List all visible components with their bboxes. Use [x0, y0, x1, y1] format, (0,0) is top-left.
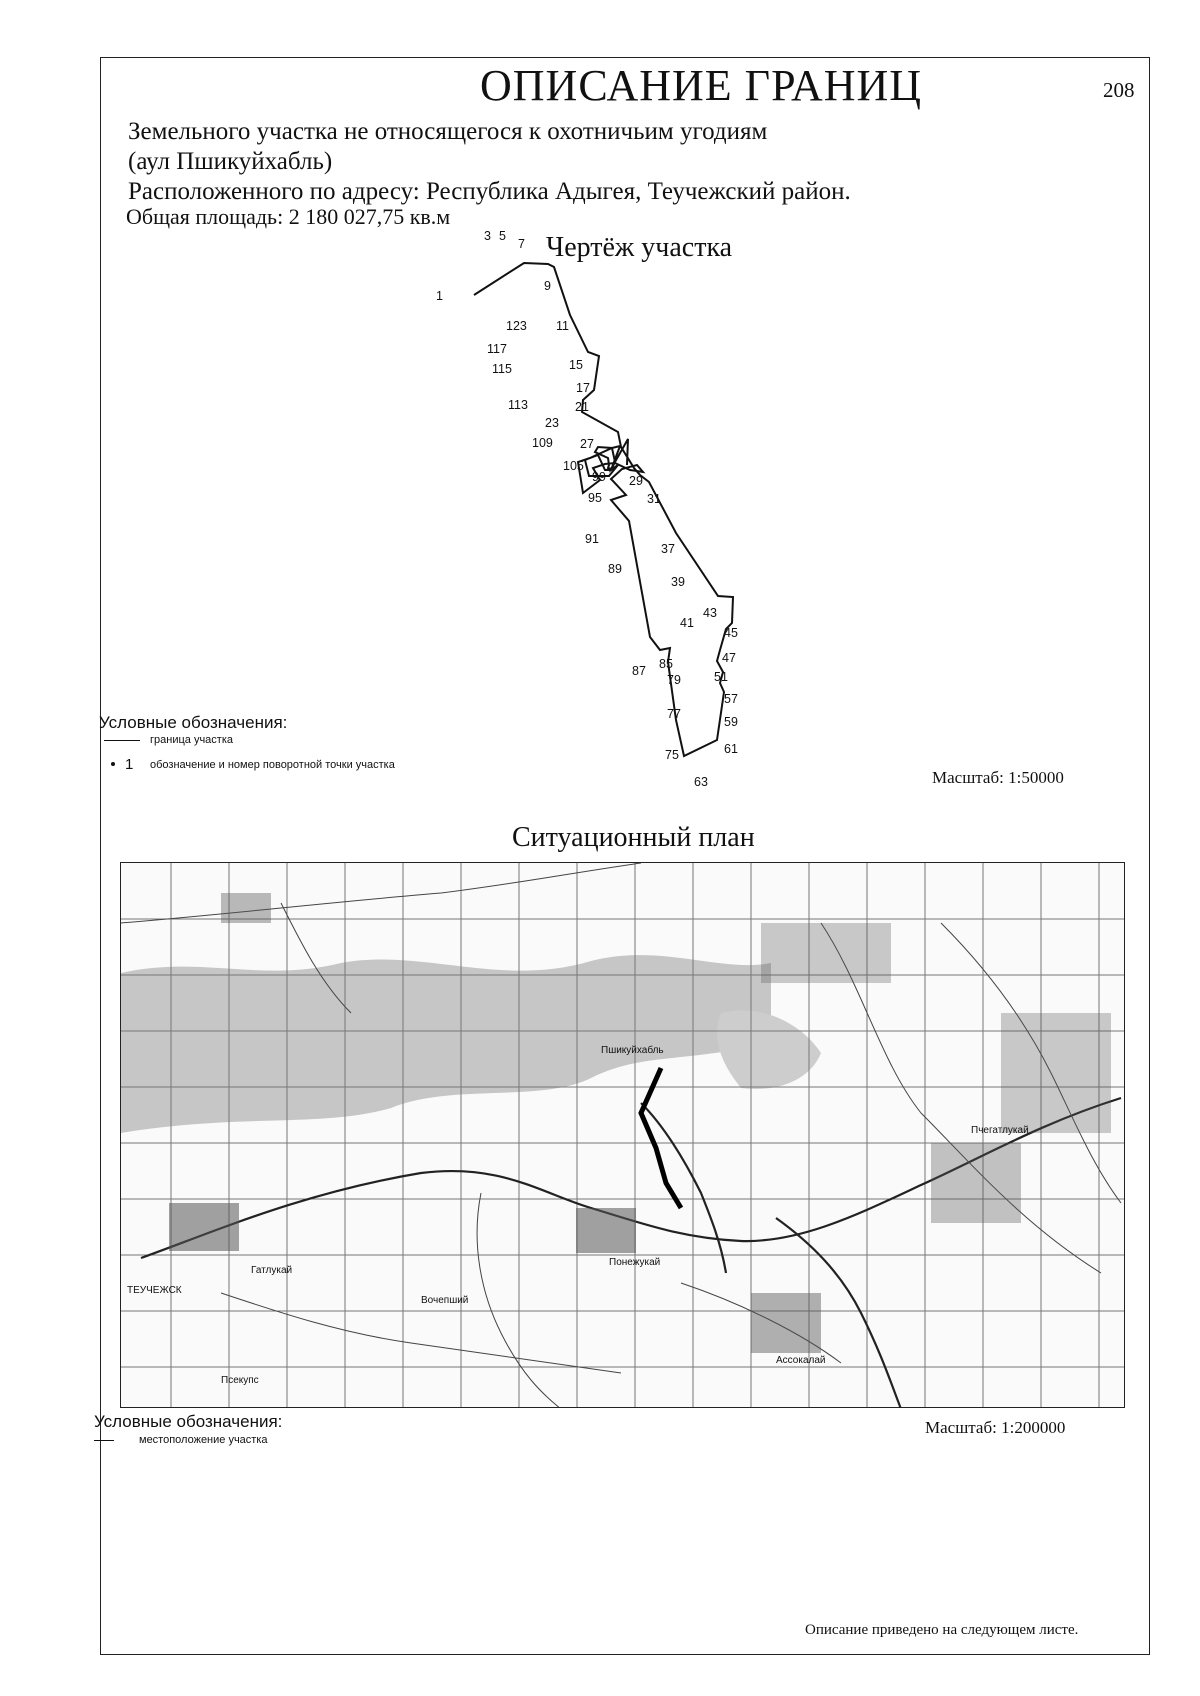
footer-note: Описание приведено на следующем листе.: [805, 1622, 1079, 1638]
turn-point-label: 21: [575, 400, 589, 414]
turn-point-label: 5: [499, 229, 506, 243]
turn-point-label: 37: [661, 542, 675, 556]
turn-point-label: 105: [563, 459, 584, 473]
legend-location-label: местоположение участка: [139, 1434, 268, 1446]
turn-point-label: 47: [722, 651, 736, 665]
page-number: 208: [1103, 78, 1135, 102]
situation-scale: Масштаб: 1:200000: [925, 1418, 1066, 1437]
boundary-line-sample: [104, 740, 140, 741]
topographic-map: [121, 863, 1125, 1408]
description-line-1: Земельного участка не относящегося к охотничьим угодиям: [128, 118, 768, 145]
turn-point-label: 9: [544, 279, 551, 293]
reservoir-area: [121, 955, 771, 1133]
drawing-scale: Масштаб: 1:50000: [932, 768, 1064, 787]
turn-point-label: 7: [518, 237, 525, 251]
turn-point-label: 109: [532, 436, 553, 450]
map-label-teuchezhsk: ТЕУЧЕЖСК: [127, 1285, 182, 1296]
turn-point-label: 41: [680, 616, 694, 630]
turn-point-label: 115: [492, 362, 512, 376]
drawing-legend-title: Условные обозначения:: [99, 713, 288, 732]
turn-point-sample-icon: [111, 762, 115, 766]
description-line-3: Расположенного по адресу: Республика Адыгея, Теучежский район.: [128, 178, 851, 205]
map-label-gatlukay: Гатлукай: [251, 1265, 293, 1276]
location-line-sample: [94, 1440, 114, 1441]
legend-boundary-label: граница участка: [150, 734, 233, 746]
turn-point-label: 63: [694, 775, 708, 789]
turn-point-label: 99: [592, 470, 606, 484]
turn-point-label: 17: [576, 381, 590, 395]
turn-point-label: 61: [724, 742, 738, 756]
map-label-pchegatlukay: Пчегатлукай: [971, 1125, 1029, 1136]
parcel-location-marker: [641, 1068, 681, 1208]
map-label-assokolay: Ассокалай: [776, 1355, 826, 1366]
turn-point-label: 123: [506, 319, 527, 333]
turn-point-label: 23: [545, 416, 559, 430]
reservoir-bay: [717, 1010, 821, 1089]
turn-point-label: 45: [724, 626, 738, 640]
turn-point-label: 27: [580, 437, 594, 451]
legend-point-label: обозначение и номер поворотной точки участка: [150, 759, 395, 771]
turn-point-label: 29: [629, 474, 643, 488]
turn-point-labels: [0, 0, 1200, 800]
turn-point-label: 91: [585, 532, 599, 546]
turn-point-label: 75: [665, 748, 679, 762]
turn-point-label: 95: [588, 491, 602, 505]
turn-point-label: 31: [647, 492, 661, 506]
map-label-pshikuykhabl: Пшикуйхабль: [601, 1045, 664, 1056]
turn-point-label: 15: [569, 358, 583, 372]
total-area: Общая площадь: 2 180 027,75 кв.м: [126, 204, 451, 229]
turn-point-label: 87: [632, 664, 646, 678]
turn-point-label: 11: [556, 319, 569, 333]
situation-legend-title: Условные обозначения:: [94, 1412, 283, 1431]
turn-point-label: 77: [667, 707, 681, 721]
turn-point-label: 117: [487, 342, 507, 356]
page-title: ОПИСАНИЕ ГРАНИЦ: [480, 61, 923, 110]
situation-map: [120, 862, 1125, 1408]
turn-point-label: 113: [508, 398, 528, 412]
description-line-2: (аул Пшикуйхабль): [128, 148, 333, 175]
turn-point-label: 89: [608, 562, 622, 576]
turn-point-label: 51: [714, 670, 728, 684]
turn-point-label: 43: [703, 606, 717, 620]
turn-point-label: 85: [659, 657, 673, 671]
map-label-psekups: Псекупс: [221, 1375, 259, 1386]
legend-point-number: 1: [125, 756, 134, 773]
turn-point-label: 57: [724, 692, 738, 706]
turn-point-label: 39: [671, 575, 685, 589]
map-label-vochepshiy: Вочепший: [421, 1295, 469, 1306]
turn-point-label: 3: [484, 229, 491, 243]
map-label-ponezhukay: Понежукай: [609, 1257, 661, 1268]
drawing-title: Чертёж участка: [546, 232, 733, 263]
turn-point-label: 59: [724, 715, 738, 729]
situation-plan-title: Ситуационный план: [512, 822, 755, 853]
turn-point-label: 1: [436, 289, 443, 303]
turn-point-label: 79: [667, 673, 681, 687]
